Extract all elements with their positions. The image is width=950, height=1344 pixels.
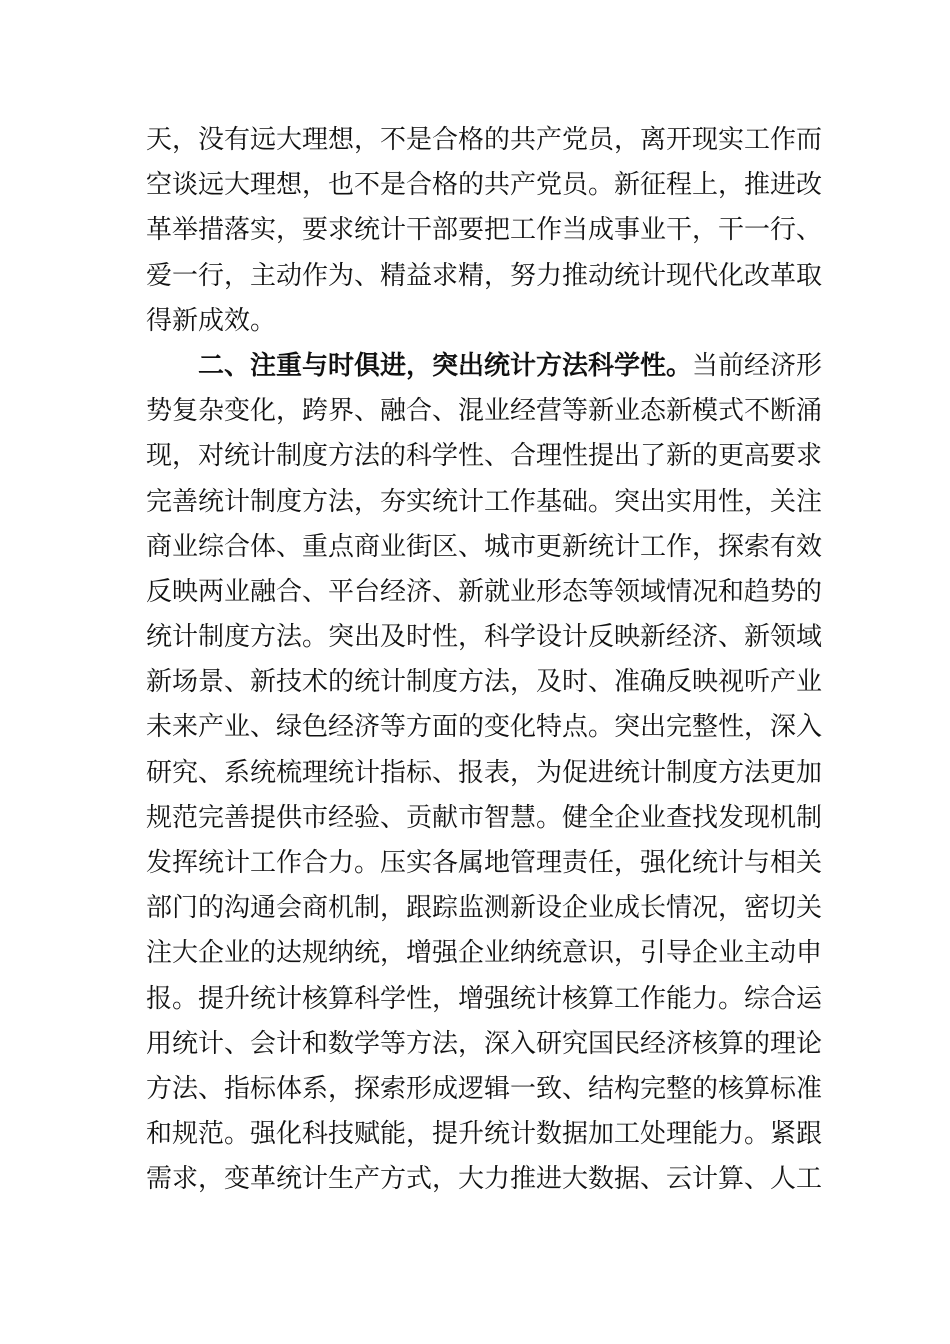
- text-line: 统计制度方法。突出及时性，科学设计反映新经济、新领域: [146, 622, 823, 653]
- text-line: 新场景、新技术的统计制度方法，及时、准确反映视听产业: [146, 667, 823, 698]
- text-line: 革举措落实，要求统计干部要把工作当成事业干，干一行、: [146, 215, 823, 246]
- text-line: 研究、系统梳理统计指标、报表，为促进统计制度方法更加: [146, 757, 823, 788]
- text-line: 空谈远大理想，也不是合格的共产党员。新征程上，推进改: [146, 170, 823, 201]
- text-line: 完善统计制度方法，夯实统计工作基础。突出实用性，关注: [146, 486, 823, 517]
- text-line-with-heading: [146, 344, 823, 389]
- text-line: 商业综合体、重点商业街区、城市更新统计工作，探索有效: [146, 531, 823, 562]
- section-heading: 二、注重与时俱进，突出统计方法科学性。: [198, 350, 693, 381]
- body-text: [146, 118, 823, 1203]
- text-line: 方法、指标体系，探索形成逻辑一致、结构完整的核算标准: [146, 1073, 823, 1104]
- text-line: 反映两业融合、平台经济、新就业形态等领域情况和趋势的: [146, 576, 823, 607]
- text-line: 天，没有远大理想，不是合格的共产党员，离开现实工作而: [146, 125, 823, 155]
- text-line: 注大企业的达规纳统，增强企业纳统意识，引导企业主动申: [146, 938, 823, 969]
- text-line: 爱一行，主动作为、精益求精，努力推动统计现代化改革取: [146, 260, 823, 291]
- text-line: 现，对统计制度方法的科学性、合理性提出了新的更高要求: [146, 441, 823, 472]
- text-line: 和规范。强化科技赋能，提升统计数据加工处理能力。紧跟: [146, 1119, 823, 1150]
- paragraph-1: [146, 118, 823, 344]
- text-line: 部门的沟通会商机制，跟踪监测新设企业成长情况，密切关: [146, 893, 823, 924]
- text-line: 报。提升统计核算科学性，增强统计核算工作能力。综合运: [146, 983, 823, 1014]
- heading-line-text: 当前经济形: [692, 350, 823, 381]
- text-line: 规范完善提供市经验、贡献市智慧。健全企业查找发现机制: [146, 802, 823, 833]
- paragraph-2: [146, 344, 823, 1203]
- text-line: 得新成效。: [146, 305, 277, 336]
- text-line: 需求，变革统计生产方式，大力推进大数据、云计算、人工: [146, 1164, 823, 1195]
- text-line: 未来产业、绿色经济等方面的变化特点。突出完整性，深入: [146, 712, 823, 743]
- text-line: 势复杂变化，跨界、融合、混业经营等新业态新模式不断涌: [146, 396, 823, 427]
- text-line: 发挥统计工作合力。压实各属地管理责任，强化统计与相关: [146, 848, 823, 878]
- text-line: 用统计、会计和数学等方法，深入研究国民经济核算的理论: [146, 1028, 823, 1059]
